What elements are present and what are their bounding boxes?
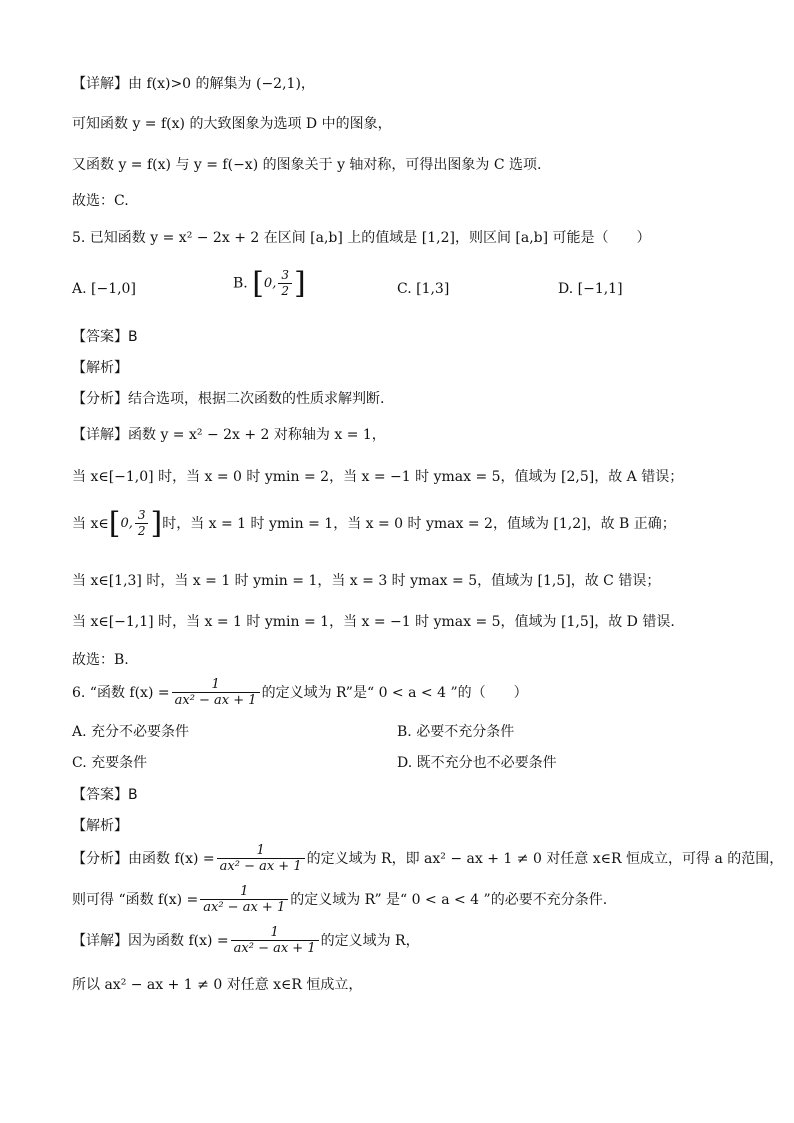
q6-analysis-1-suffix: 的定义域为 R，即 ax² − ax + 1 ≠ 0 对任意 x∈R 恒成立，可得 a 的范围， [306, 850, 784, 867]
q5-option-d: D. [−1,1] [558, 281, 623, 297]
question-6 [72, 677, 528, 708]
q6-detail [72, 925, 420, 956]
q5-case-c: 当 x∈[1,3] 时，当 x = 1 时 ymin = 1，当 x = 3 时 ymax = 5，值域为 [1,5]，故 C 错误； [72, 573, 661, 589]
q6-suffix: 的定义域为 R”是“ 0 < a < 4 ”的（ ） [261, 684, 528, 701]
q6-option-d: D. 既不充分也不必要条件 [397, 755, 557, 771]
q6-fraction: $\frac{1}{\text{ax² − ax + 1}}$ [231, 925, 319, 956]
q6-detail-suffix: 的定义域为 R， [320, 932, 420, 949]
fraction: $\frac{3}{2}$ [135, 508, 149, 539]
q6-option-a: A. 充分不必要条件 [72, 724, 190, 740]
q6-fraction: $\frac{1}{\text{ax² − ax + 1}}$ [172, 677, 260, 708]
question-5: 5. 已知函数 y = x² − 2x + 2 在区间 [a,b] 上的值域是 [1,2]，则区间 [a,b] 可能是（ ） [72, 230, 651, 246]
q6-analysis-2-suffix: 的定义域为 R” 是“ 0 < a < 4 ”的必要不充分条件. [290, 891, 608, 908]
q5-case-a: 当 x∈[−1,0] 时，当 x = 0 时 ymin = 2，当 x = −1 时 ymax = 5，值域为 [2,5]，故 A 错误； [72, 469, 684, 485]
q6-analysis-heading: 【解析】 [72, 818, 128, 834]
q6-analysis-2-prefix: 则可得 “函数 f(x) = [72, 891, 199, 908]
detail-line-1: 【详解】由 f(x)>0 的解集为 (−2,1)， [72, 76, 315, 92]
q5-case-b-interval: [ 0, $\frac{3}{2}$ ] [108, 505, 163, 541]
q5-case-b-prefix: 当 x∈ [72, 515, 109, 532]
q6-analysis-2 [72, 884, 607, 915]
selection-line: 故选：C. [72, 193, 129, 209]
q5-detail: 【详解】函数 y = x² − 2x + 2 对称轴为 x = 1， [72, 427, 386, 443]
q6-option-c: C. 充要条件 [72, 755, 148, 771]
q6-prefix: 6. “函数 f(x) = [72, 684, 170, 701]
q5-option-b-interval: [ 0, $\frac{3}{2}$ ] [252, 265, 306, 301]
q5-analysis-heading: 【解析】 [72, 360, 128, 376]
q6-answer: 【答案】B [72, 787, 138, 803]
q5-option-b [233, 265, 306, 301]
q5-selection: 故选：B. [72, 652, 129, 668]
interval-start: 0, [263, 275, 277, 291]
detail-line-2: 可知函数 y = f(x) 的大致图象为选项 D 中的图象， [72, 116, 392, 132]
q5-option-b-label: B. [233, 275, 248, 292]
fraction: $\frac{3}{2}$ [278, 268, 292, 299]
q5-case-b [72, 505, 676, 541]
q5-case-d: 当 x∈[−1,1] 时，当 x = 1 时 ymin = 1，当 x = −1 时 ymax = 5，值域为 [1,5]，故 D 错误. [72, 614, 675, 630]
interval-start: 0, [120, 515, 133, 531]
q5-answer: 【答案】B [72, 329, 138, 345]
q6-option-b: B. 必要不充分条件 [397, 724, 515, 740]
q5-analysis: 【分析】结合选项，根据二次函数的性质求解判断. [72, 391, 385, 407]
detail-line-3: 又函数 y = f(x) 与 y = f(−x) 的图象关于 y 轴对称，可得出图象为 C 选项. [72, 157, 542, 173]
q6-fraction: $\frac{1}{\text{ax² − ax + 1}}$ [217, 843, 305, 874]
q6-analysis-1 [72, 843, 783, 874]
q6-analysis-1-prefix: 【分析】由函数 f(x) = [72, 850, 215, 867]
q6-fraction: $\frac{1}{\text{ax² − ax + 1}}$ [200, 884, 288, 915]
q5-option-a: A. [−1,0] [72, 281, 136, 297]
q5-option-c: C. [1,3] [397, 281, 450, 297]
q6-detail-2: 所以 ax² − ax + 1 ≠ 0 对任意 x∈R 恒成立， [72, 977, 363, 993]
q6-detail-prefix: 【详解】因为函数 f(x) = [72, 932, 229, 949]
q5-case-b-suffix: 时，当 x = 1 时 ymin = 1，当 x = 0 时 ymax = 2，值域为 [1,2]，故 B 正确； [162, 515, 676, 532]
